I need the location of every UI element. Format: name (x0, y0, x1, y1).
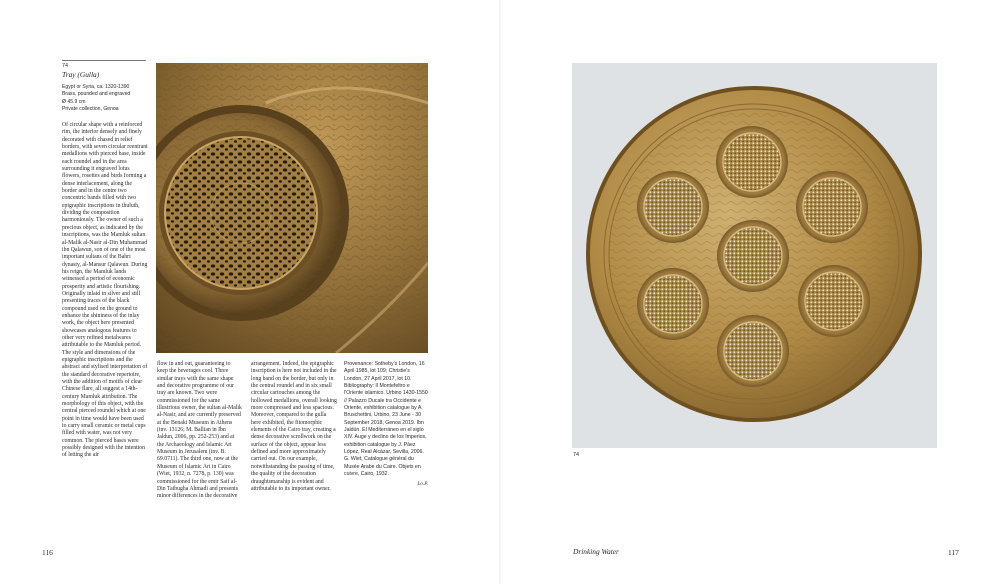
page-number-left: 116 (42, 548, 53, 557)
plate-number: 74 (573, 452, 579, 458)
body-column-1 (62, 122, 148, 460)
meta-dimensions: Ø 45.9 cm (62, 98, 86, 105)
notes-column (344, 361, 428, 488)
object-caption (62, 60, 146, 114)
page-number-right: 117 (948, 548, 959, 557)
body-text-3: arrangement. Indeed, the epigraphic inscription is here not included in the long band on the border, but only in the central roundel and in six small circular cartouches among the hollowed medallions, overall looking more compressed and less spacious. Moreover, compared to the gulla here exhibited, the fitomorphic elements of the Cairo tray, creating a dense decorative scrollwork on the surface of the object, appear less defined and more approximately carried out. On our example, notwithstanding the passing of time, the quality of the decoration draughtsmanship is evident and attributable to its important owner. (251, 361, 337, 492)
body-column-2 (157, 361, 242, 501)
caption-rule (62, 60, 146, 61)
tray-detail-image (156, 63, 428, 353)
body-column-3 (251, 361, 337, 493)
tray-photo (572, 63, 937, 448)
provenance-note: Provenance: Sotheby's London, 16 April 1985, lot 109; Christie's London, 27 April 2017, lot 10. (344, 361, 425, 382)
meta-collection: Private collection, Genoa (62, 106, 119, 113)
bibliography-note: Bibliography: Il Montefeltro e l'Oriente islamico. Urbino 1430-1550 // Palazzo Ducale tra Occidente e Oriente, exhibition catalogue by A. Bruschettini, Urbino, 23 June - 30 September 2018, Genoa 2019. Ibn Jaldún. El Mediterráneo en el siglo XIV. Auge y declino de los Imperios, exhibition catalogue by J. Páez López, Real Alcázar, Sevilla, 2006. G. Wiet, Catalogue général du Musée Arabe du Caire. Objets en cuivre, Cairo, 1932. (344, 383, 428, 478)
tray-image (572, 63, 937, 448)
body-text-1: Of circular shape with a reinforced rim, the interior densely and finely decorated with chased in relief borders, with seven circular reentrant medallions with pierced base, inside each roundel and in the area surrounding it engraved lotus flowers, rosettes and birds forming a dense interlacement, along the border and in the centre two concentric bands filled with two epigraphic inscriptions in thuluth, dividing the composition harmoniously. The owner of such a precious object, as indicated by the inscriptions, was the Mamluk sultan al-Malik al-Nasir al-Din Muhammad ibn Qalawun, son of one of the most important sultans of the Bahri dynasty, al-Mansur Qalawun. During his reign, the Mamluk lands witnessed a period of economic prosperity and artistic flourishing. Originally inlaid in silver and still presenting traces of the black compound used on the ground to enhance the shininess of the inlay work, the object here presented showcases analogous features to other very refined metalwares attributable to the Mamluk period. The style and dimensions of the epigraphic inscriptions and the abstract and stylised interpretation of the standard decorative repertoire, with the addition of motifs of clear Chinese flare, all suggest a 14th-century Mamluk attribution. The morphology of this object, with the central pierced roundel which at one point in time would have been used to carry small ceramic or metal cups filled with water, was not very common. The pierced bases were possibly designed with the intention of letting the air (62, 122, 148, 459)
body-text-2: flow in and out, guaranteeing to keep the beverages cool. Three similar trays with the same shape and decorative programme of our tray are known. Two were commissioned for the same illustrious owner, the sultan al-Malik al-Nasir, and are currently preserved at the Benaki Museum in Athens (inv. 13126; M. Ballian in Ibn Jaldun, 2006, pp. 252-253) and at the Archaeology and Islamic Art Museum in Jerusalem (inv. B. 69.0711). The third one, now at the Museum of Islamic Art in Cairo (Wiet, 1932, n. 7278, p. 130) was commissioned for the emir Saif al-Din Taibugha Ahmadi and presents minor differences in the decorative (157, 361, 242, 500)
catalogue-number: 74 (62, 63, 68, 69)
object-meta (62, 84, 146, 114)
meta-material: Brass, pounded and engraved (62, 91, 131, 98)
running-head: Drinking Water (573, 547, 619, 556)
author-signature: Lo.P. (417, 480, 428, 487)
tray-detail-photo (156, 63, 428, 353)
gutter (499, 0, 501, 584)
meta-origin: Egypt or Syria, ca. 1320-1390 (62, 84, 130, 90)
object-title: Tray (Gulla) (62, 70, 100, 79)
